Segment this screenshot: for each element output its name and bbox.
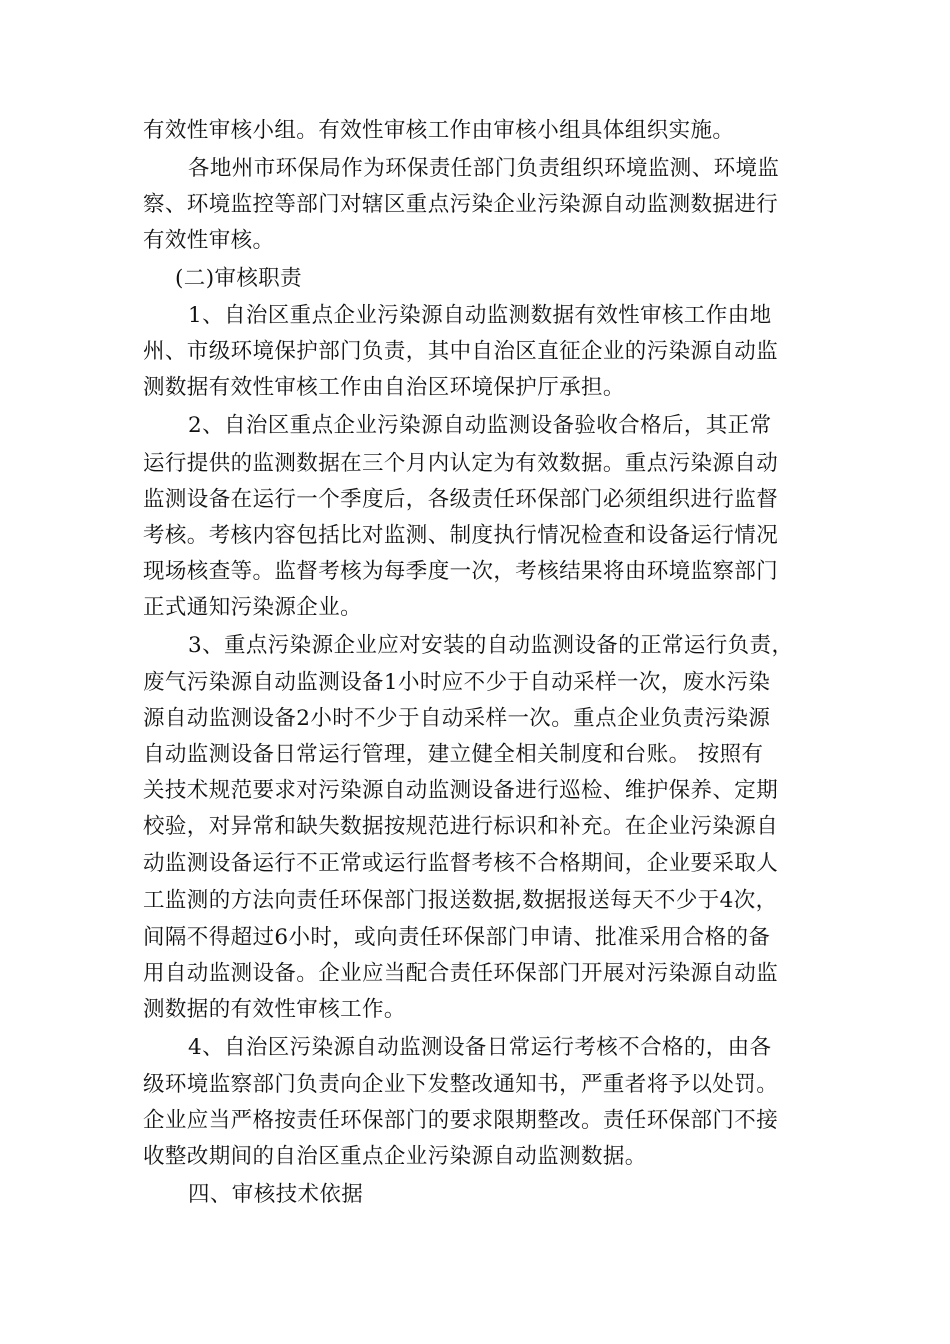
paragraph-line: 企业应当严格按责任环保部门的要求限期整改。责任环保部门不接 (143, 1108, 779, 1133)
paragraph-line: 源自动监测设备2小时不少于自动采样一次。重点企业负责污染源 (143, 706, 771, 731)
paragraph-line: 有效性审核小组。有效性审核工作由审核小组具体组织实施。 (143, 118, 735, 143)
paragraph-line: 监测设备在运行一个季度后，各级责任环保部门必须组织进行监督 (143, 487, 779, 512)
paragraph-line: 3、重点污染源企业应对安装的自动监测设备的正常运行负责， (188, 633, 794, 658)
paragraph-line: 自动监测设备日常运行管理，建立健全相关制度和台账。 按照有 (143, 742, 764, 767)
paragraph-line: 用自动监测设备。企业应当配合责任环保部门开展对污染源自动监 (143, 961, 779, 986)
paragraph-line: 2、自治区重点企业污染源自动监测设备验收合格后，其正常 (188, 413, 772, 438)
section-heading: 四、审核技术依据 (188, 1182, 364, 1207)
paragraph-line: 各地州市环保局作为环保责任部门负责组织环境监测、环境监 (188, 156, 780, 181)
paragraph-line: 考核。考核内容包括比对监测、制度执行情况检查和设备运行情况 (143, 523, 779, 548)
paragraph-line: 运行提供的监测数据在三个月内认定为有效数据。重点污染源自动 (143, 451, 779, 476)
paragraph-line: 4、自治区污染源自动监测设备日常运行考核不合格的，由各 (188, 1035, 772, 1060)
paragraph-line: 测数据有效性审核工作由自治区环境保护厅承担。 (143, 375, 625, 400)
paragraph-line: 关技术规范要求对污染源自动监测设备进行巡检、维护保养、定期 (143, 778, 779, 803)
paragraph-line: 废气污染源自动监测设备1小时应不少于自动采样一次，废水污染 (143, 670, 771, 695)
paragraph-line: 收整改期间的自治区重点企业污染源自动监测数据。 (143, 1144, 647, 1169)
paragraph-line: 州、市级环境保护部门负责，其中自治区直征企业的污染源自动监 (143, 339, 779, 364)
paragraph-line: 校验，对异常和缺失数据按规范进行标识和补充。在企业污染源自 (143, 814, 779, 839)
paragraph-line: 动监测设备运行不正常或运行监督考核不合格期间，企业要采取人 (143, 851, 779, 876)
paragraph-line: 1、自治区重点企业污染源自动监测数据有效性审核工作由地 (188, 303, 772, 328)
paragraph-line: 级环境监察部门负责向企业下发整改通知书，严重者将予以处罚。 (143, 1072, 779, 1097)
section-heading: (二)审核职责 (175, 266, 303, 291)
paragraph-line: 间隔不得超过6小时，或向责任环保部门申请、批准采用合格的备 (143, 925, 771, 950)
paragraph-line: 察、环境监控等部门对辖区重点污染企业污染源自动监测数据进行 (143, 192, 779, 217)
paragraph-line: 测数据的有效性审核工作。 (143, 997, 406, 1022)
paragraph-line: 工监测的方法向责任环保部门报送数据,数据报送每天不少于4次， (143, 888, 778, 913)
paragraph-line: 正式通知污染源企业。 (143, 595, 363, 620)
paragraph-line: 现场核查等。监督考核为每季度一次，考核结果将由环境监察部门 (143, 559, 779, 584)
paragraph-line: 有效性审核。 (143, 228, 275, 253)
